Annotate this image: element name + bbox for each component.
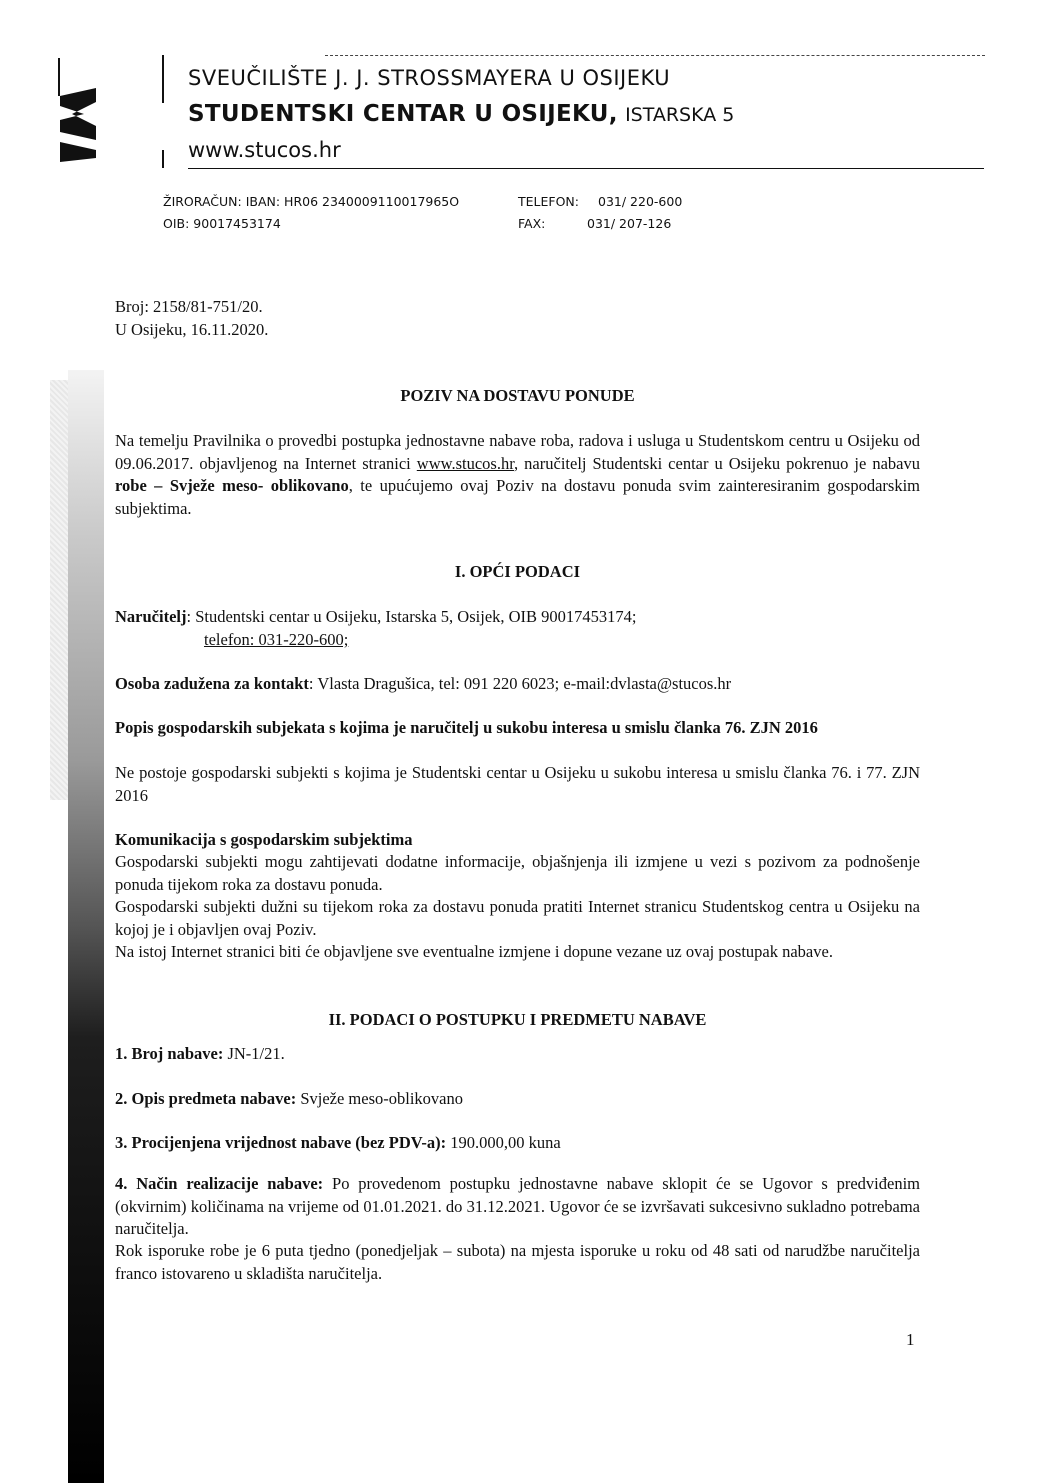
intro-paragraph: Na temelju Pravilnika o provedbi postupka jednostavne nabave roba, radova i usluga u Studentskom centru u Osijeku od 09.06.2017. objavljenog na Internet stranici www.stucos.hr, naručitelj Studentski centar u Osijeku pokrenuo je nabavu robe – Svježe meso- oblikovano, te upućujemo ovaj Poziv na dostavu ponuda svim zainteresiranim gospodarskim subjektima. — [115, 431, 920, 518]
website: www.stucos.hr — [188, 138, 341, 162]
item-4-delivery: Rok isporuke robe je 6 puta tjedno (ponedjeljak – subota) na mjesta isporuke u roku od 48 sati od narudžbe naručitelja franco istovareno u skladišta naručitelja. — [115, 1241, 920, 1283]
header-top-rule — [325, 55, 985, 56]
fax-number: 031/ 207-126 — [587, 216, 672, 231]
phone-label: TELEFON: — [518, 194, 579, 209]
item-4: 4. Način realizacije nabave: Po provedenom postupku jednostavne nabave sklopit će se Ugovor s predviđenim (okvirnim) količinama na vrijeme od 01.01.2021. do 31.12.2021. Ugovor će se izvršavati sukcesivno sukladno potrebama naručitelja. — [115, 1174, 920, 1239]
section-1-heading: I. OPĆI PODACI — [454, 562, 581, 581]
document-number: Broj: 2158/81-751/20. — [115, 297, 263, 316]
header-divider — [162, 55, 164, 103]
item-3: 3. Procijenjena vrijednost nabave (bez PDV-a): 190.000,00 kuna — [115, 1133, 561, 1152]
communication-paragraph-3: Na istoj Internet stranici biti će objavljene sve eventualne izmjene i dopune vezane uz ovaj postupak nabave. — [115, 942, 833, 961]
phone-number: 031/ 220-600 — [598, 194, 683, 209]
communication-heading: Komunikacija s gospodarskim subjektima — [115, 830, 413, 849]
header-divider-short — [162, 150, 164, 168]
section-2-heading: II. PODACI O POSTUPKU I PREDMETU NABAVE — [328, 1010, 707, 1029]
fax-label: FAX: — [518, 216, 546, 231]
website-link[interactable]: www.stucos.hr — [416, 453, 515, 473]
conflict-heading: Popis gospodarskih subjekata s kojima je naručitelj u sukobu interesa u smislu članka 76. ZJN 2016 — [115, 718, 818, 737]
scan-artifact-texture — [50, 380, 70, 800]
university-name: SVEUČILIŠTE J. J. STROSSMAYERA U OSIJEKU — [188, 66, 671, 90]
item-1: 1. Broj nabave: JN-1/21. — [115, 1044, 285, 1063]
document-title: POZIV NA DOSTAVU PONUDE — [400, 386, 635, 405]
contact-line: Osoba zadužena za kontakt: Vlasta Dragušica, tel: 091 220 6023; e-mail:dvlasta@stucos.hr — [115, 674, 732, 693]
item-2: 2. Opis predmeta nabave: Svježe meso-oblikovano — [115, 1089, 463, 1108]
center-address: ISTARSKA 5 — [625, 104, 735, 126]
communication-paragraph-2: Gospodarski subjekti dužni su tijekom roka za dostavu ponuda pratiti Internet stranicu Studentskog centra u Osijeku na kojoj je i objavljen ovaj Poziv. — [115, 897, 920, 939]
page-number: 1 — [906, 1330, 915, 1349]
giro-account: ŽIRORAČUN: IBAN: HR06 2340009110017965O — [163, 194, 460, 209]
center-name-line — [188, 101, 734, 127]
scan-artifact-edge — [68, 370, 104, 1483]
place-date: U Osijeku, 16.11.2020. — [115, 320, 269, 339]
client-line: Naručitelj: Studentski centar u Osijeku, Istarska 5, Osijek, OIB 90017453174; — [115, 607, 637, 626]
communication-paragraph-1: Gospodarski subjekti mogu zahtijevati dodatne informacije, objašnjenja ili izmjene u vezi s pozivom za podnošenje ponuda tijekom roka za dostavu ponuda. — [115, 852, 920, 894]
conflict-text: Ne postoje gospodarski subjekti s kojima je Studentski centar u Osijeku u sukobu interesa u smislu članka 76. i 77. ZJN 2016 — [115, 763, 920, 805]
header-bottom-rule — [188, 168, 984, 169]
university-logo-icon — [58, 58, 98, 168]
oib: OIB: 90017453174 — [163, 216, 281, 231]
client-phone: telefon: 031-220-600; — [204, 630, 349, 649]
center-name: STUDENTSKI CENTAR U OSIJEKU, — [188, 101, 618, 127]
